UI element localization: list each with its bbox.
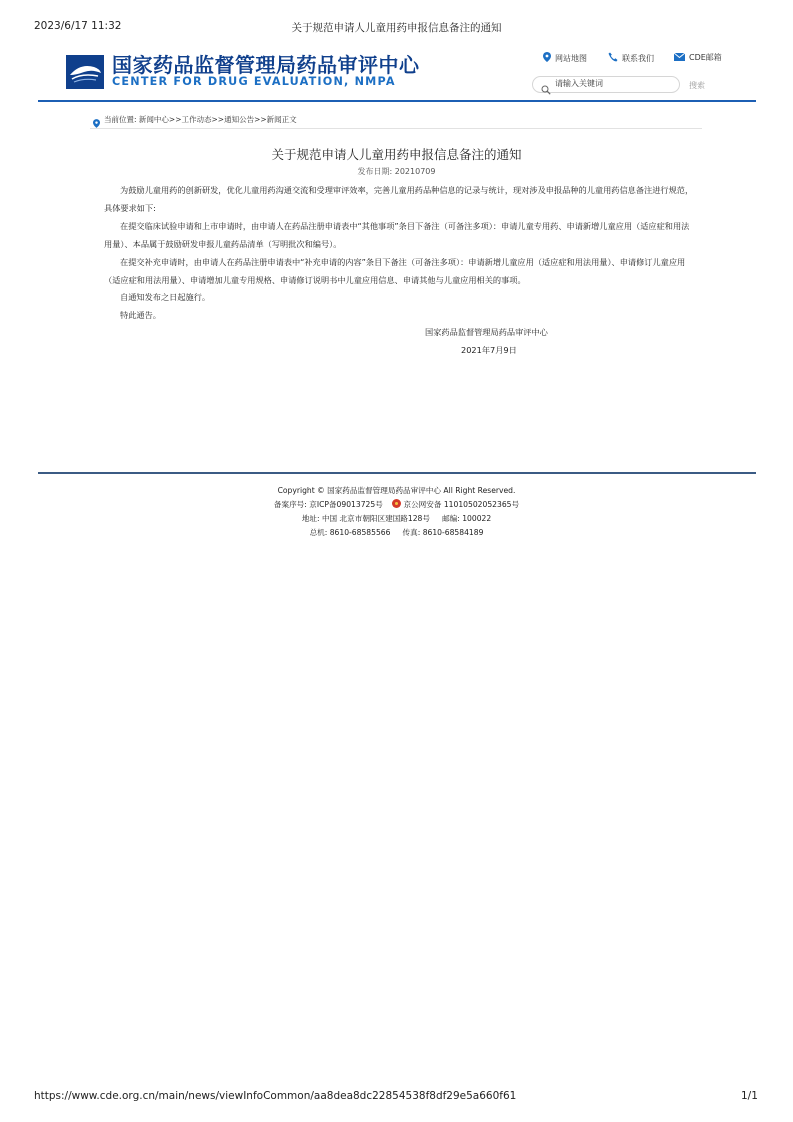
footer-address: 地址: 中国 北京市朝阳区建国路128号 (301, 514, 430, 523)
search-button[interactable]: 搜索 (689, 81, 705, 90)
article-sign-date: 2021年7月9日 (461, 345, 517, 355)
breadcrumb-item-news[interactable]: 新闻中心 (138, 115, 169, 124)
mail-icon (674, 53, 685, 63)
site-name-cn[interactable]: 国家药品监督管理局药品审评中心 (112, 53, 420, 77)
article-paragraph: 特此通告。 (120, 310, 161, 320)
header-divider (38, 100, 756, 102)
footer-police[interactable]: 京公网安备 11010502052365号 (403, 500, 520, 509)
breadcrumb-item-article: >>新闻正文 (254, 115, 297, 124)
print-datetime: 2023/6/17 11:32 (34, 20, 122, 32)
breadcrumb (104, 114, 297, 125)
footer-copyright: Copyright © 国家药品监督管理局药品审评中心 All Right Reserved. (277, 486, 516, 495)
toplink-contact[interactable] (608, 52, 654, 64)
location-pin-icon (93, 113, 100, 132)
article-paragraph: 为鼓励儿童用药的创新研发，优化儿童用药沟通交流和受理审评效率，完善儿童用药品种信息的记录与统计，现对涉及申报品种的儿童用药信息备注进行规范，具体要求如下: (104, 185, 694, 213)
site-name-en[interactable]: CENTER FOR DRUG EVALUATION, NMPA (112, 75, 396, 88)
phone-icon (608, 52, 618, 64)
breadcrumb-divider (90, 128, 702, 129)
article-paragraph: 在提交补充申请时，由申请人在药品注册申请表中“补充申请的内容”条目下备注（可备注多项）：申请新增儿童应用（适应症和用法用量）、申请修订儿童应用（适应症和用法用量）、申请增加儿童专用规格、申请修订说明书中儿童应用信息、申请其他与儿童应用相关的事项。 (104, 257, 686, 285)
breadcrumb-item-work[interactable]: >>工作动态 (168, 115, 212, 124)
toplink-label: 联系我们 (622, 53, 654, 63)
footer-divider (38, 472, 756, 474)
footer-registration (0, 499, 793, 510)
print-doc-title: 关于规范申请人儿童用药申报信息备注的通知 (291, 22, 502, 34)
footer-phone: 总机: 8610-68585566 (309, 528, 391, 537)
toplink-mail[interactable] (674, 52, 722, 63)
location-pin-icon (543, 52, 551, 64)
toplink-label: 网站地图 (555, 53, 587, 63)
toplink-sitemap[interactable] (543, 52, 587, 64)
article-paragraph: 在提交临床试验申请和上市申请时，由申请人在药品注册申请表中“其他事项”条目下备注（可备注多项）：申请儿童专用药、申请新增儿童应用（适应症和用法用量）、本品属于鼓励研发申报儿童药品清单（写明批次和编号）。 (104, 221, 690, 249)
search-box (532, 76, 680, 93)
footer-address-line (0, 513, 793, 524)
cde-logo-icon[interactable] (66, 55, 104, 89)
search-icon (541, 80, 551, 99)
footer-fax: 传真: 8610-68584189 (402, 528, 484, 537)
search-input[interactable] (555, 79, 665, 88)
article-signature: 国家药品监督管理局药品审评中心 (425, 327, 548, 337)
footer-postcode: 邮编: 100022 (442, 514, 492, 523)
police-emblem-icon (392, 499, 401, 508)
breadcrumb-prefix: 当前位置: (104, 115, 137, 124)
breadcrumb-item-notices[interactable]: >>通知公告 (211, 115, 255, 124)
article-title: 关于规范申请人儿童用药申报信息备注的通知 (271, 147, 522, 162)
article-pubdate: 发布日期: 20210709 (357, 167, 436, 176)
print-page-number: 1/1 (741, 1090, 758, 1102)
article-paragraph: 自通知发布之日起施行。 (120, 292, 211, 302)
footer-phone-line (0, 527, 793, 538)
print-url: https://www.cde.org.cn/main/news/viewInfoCommon/aa8dea8dc22854538f8df29e5a660f61 (34, 1090, 517, 1102)
toplink-label: CDE邮箱 (689, 53, 722, 62)
footer-icp[interactable]: 备案序号: 京ICP备09013725号 (273, 500, 383, 509)
